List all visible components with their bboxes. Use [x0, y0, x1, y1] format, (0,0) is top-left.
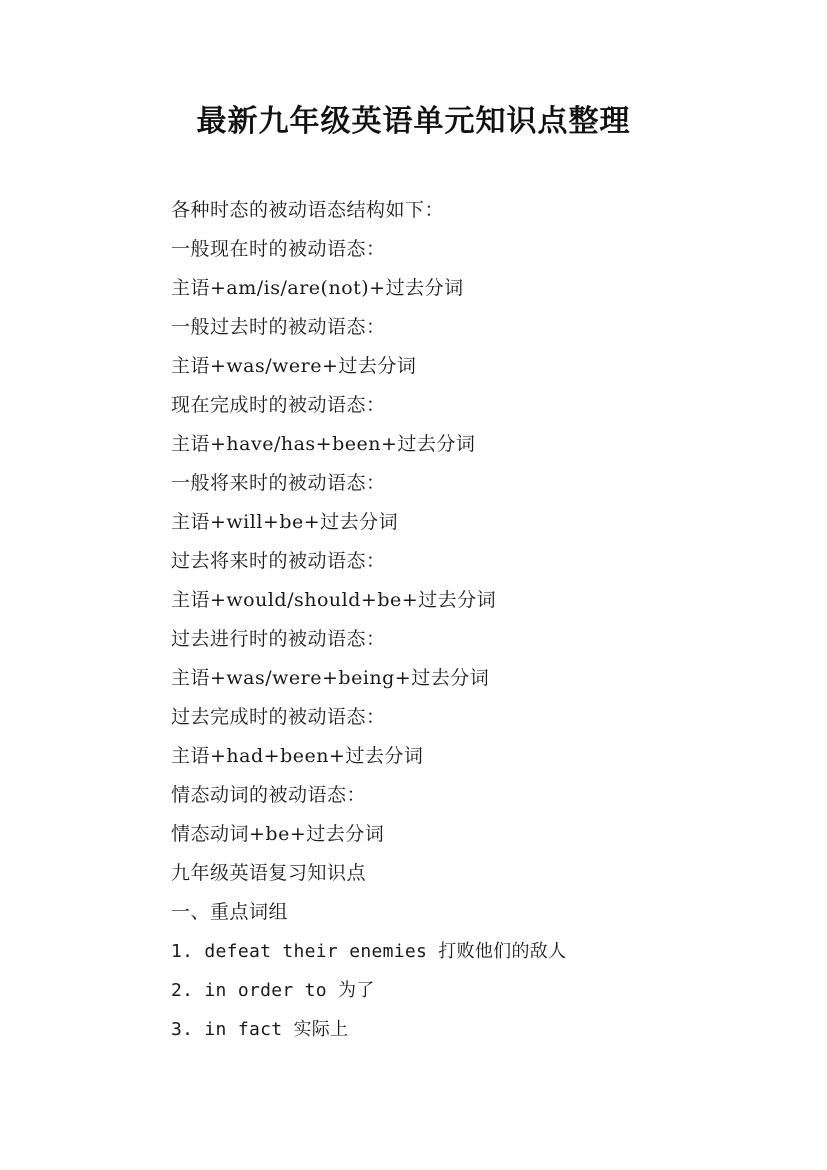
subsection-heading: 一、重点词组 [171, 901, 289, 923]
paragraph-line: 主语+was/were+过去分词 [171, 355, 417, 377]
paragraph-line: 过去将来时的被动语态： [171, 550, 386, 572]
paragraph-line: 过去进行时的被动语态： [171, 628, 386, 650]
document-title: 最新九年级英语单元知识点整理 [196, 104, 631, 139]
paragraph-line: 主语+have/has+been+过去分词 [171, 433, 476, 455]
paragraph-line: 情态动词+be+过去分词 [171, 823, 385, 845]
paragraph-line: 情态动词的被动语态： [171, 784, 367, 806]
paragraph-line: 主语+am/is/are(not)+过去分词 [171, 277, 464, 299]
paragraph-line: 主语+was/were+being+过去分词 [171, 667, 490, 689]
phrase-item: 3. in fact 实际上 [171, 1019, 349, 1040]
paragraph-line: 一般过去时的被动语态： [171, 316, 386, 338]
phrase-item: 1. defeat their enemies 打败他们的敌人 [171, 941, 567, 962]
paragraph-line: 主语+would/should+be+过去分词 [171, 589, 497, 611]
phrase-item: 2. in order to 为了 [171, 980, 375, 1001]
paragraph-line: 各种时态的被动语态结构如下： [171, 199, 445, 221]
paragraph-line: 过去完成时的被动语态： [171, 706, 386, 728]
section-heading: 九年级英语复习知识点 [171, 862, 367, 884]
paragraph-line: 主语+will+be+过去分词 [171, 511, 399, 533]
paragraph-line: 一般将来时的被动语态： [171, 472, 386, 494]
paragraph-line: 一般现在时的被动语态： [171, 238, 386, 260]
document-body [171, 191, 791, 1049]
paragraph-line: 主语+had+been+过去分词 [171, 745, 424, 767]
paragraph-line: 现在完成时的被动语态： [171, 394, 386, 416]
